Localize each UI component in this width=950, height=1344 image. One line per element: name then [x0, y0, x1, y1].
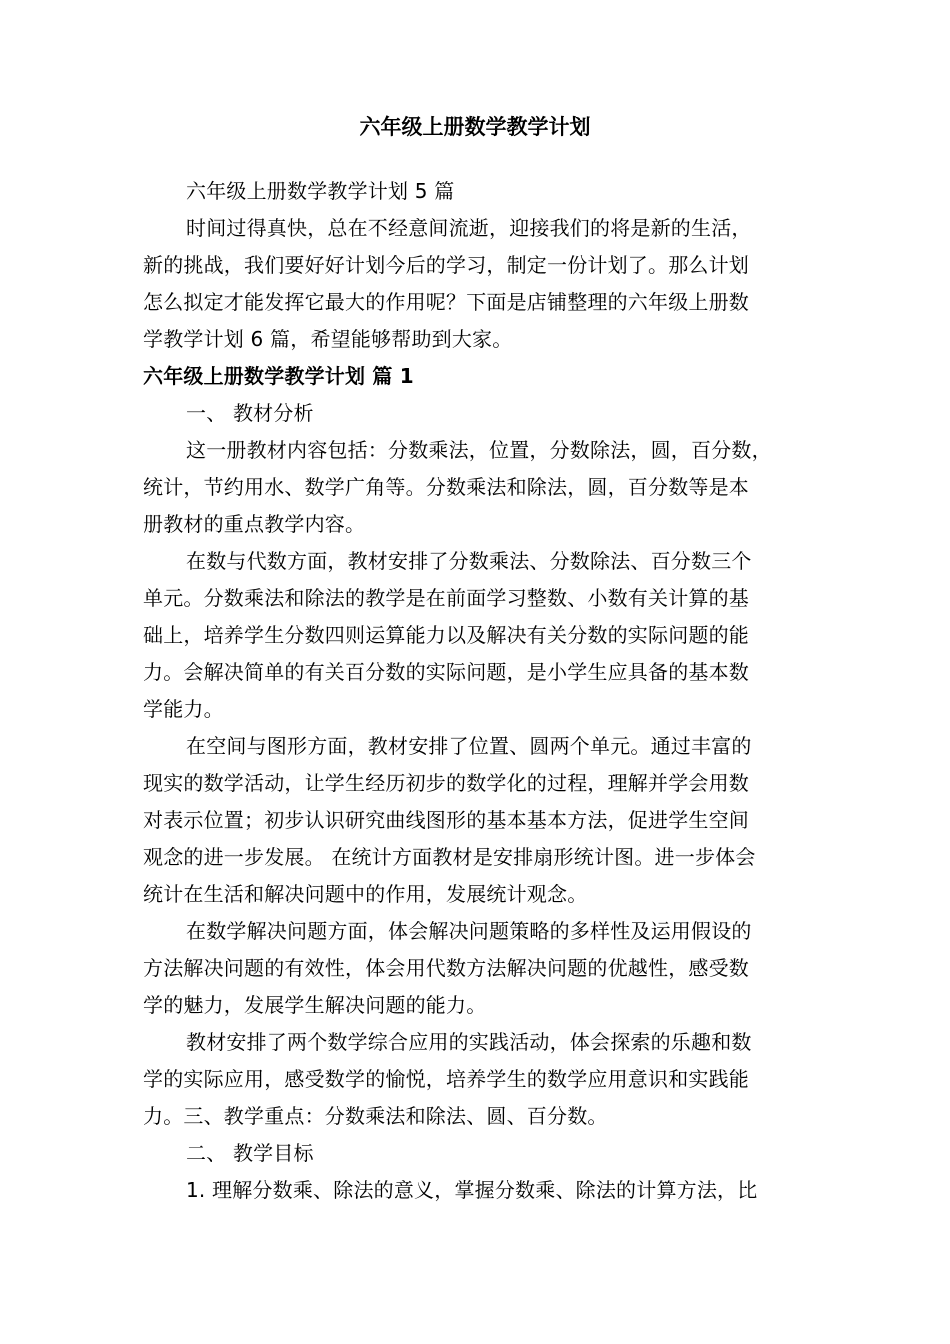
paragraph-line: 学教学计划 6 篇，希望能够帮助到大家。: [143, 327, 513, 351]
paragraph-line: 础上，培养学生分数四则运算能力以及解决有关分数的实际问题的能: [143, 623, 749, 647]
paragraph-line: 六年级上册数学教学计划 5 篇: [186, 179, 455, 203]
paragraph-line: 对表示位置；初步认识研究曲线图形的基本基本方法，促进学生空间: [143, 808, 749, 832]
paragraph-line: 这一册教材内容包括：分数乘法，位置，分数除法，圆，百分数，: [186, 438, 772, 462]
paragraph-line: 1. 理解分数乘、除法的意义，掌握分数乘、除法的计算方法，比: [186, 1178, 758, 1202]
section-heading: 六年级上册数学教学计划 篇 1: [143, 364, 414, 388]
paragraph-line: 观念的进一步发展。 在统计方面教材是安排扇形统计图。进一步体会: [143, 845, 756, 869]
paragraph-line: 现实的数学活动，让学生经历初步的数学化的过程，理解并学会用数: [143, 771, 749, 795]
paragraph-line: 在空间与图形方面，教材安排了位置、圆两个单元。通过丰富的: [186, 734, 752, 758]
paragraph-line: 二、 教学目标: [186, 1141, 314, 1165]
paragraph-line: 在数与代数方面，教材安排了分数乘法、分数除法、百分数三个: [186, 549, 752, 573]
paragraph-line: 新的挑战，我们要好好计划今后的学习，制定一份计划了。那么计划: [143, 253, 749, 277]
paragraph-line: 力。会解决简单的有关百分数的实际问题，是小学生应具备的基本数: [143, 660, 749, 684]
paragraph-line: 时间过得真快，总在不经意间流逝，迎接我们的将是新的生活，: [186, 216, 752, 240]
paragraph-line: 册教材的重点教学内容。: [143, 512, 366, 536]
paragraph-line: 方法解决问题的有效性，体会用代数方法解决问题的优越性，感受数: [143, 956, 749, 980]
paragraph-line: 学的实际应用，感受数学的愉悦，培养学生的数学应用意识和实践能: [143, 1067, 749, 1091]
paragraph-line: 学的魅力，发展学生解决问题的能力。: [143, 993, 487, 1017]
paragraph-line: 怎么拟定才能发挥它最大的作用呢？下面是店铺整理的六年级上册数: [143, 290, 749, 314]
paragraph-line: 教材安排了两个数学综合应用的实践活动，体会探索的乐趣和数: [186, 1030, 752, 1054]
paragraph-line: 统计在生活和解决问题中的作用，发展统计观念。: [143, 882, 588, 906]
paragraph-line: 学能力。: [143, 697, 224, 721]
paragraph-line: 在数学解决问题方面，体会解决问题策略的多样性及运用假设的: [186, 919, 752, 943]
paragraph-line: 统计，节约用水、数学广角等。分数乘法和除法，圆，百分数等是本: [143, 475, 749, 499]
paragraph-line: 单元。分数乘法和除法的教学是在前面学习整数、小数有关计算的基: [143, 586, 749, 610]
document-title: 六年级上册数学教学计划: [359, 115, 591, 139]
paragraph-line: 一、 教材分析: [186, 401, 314, 425]
paragraph-line: 力。三、教学重点：分数乘法和除法、圆、百分数。: [143, 1104, 608, 1128]
